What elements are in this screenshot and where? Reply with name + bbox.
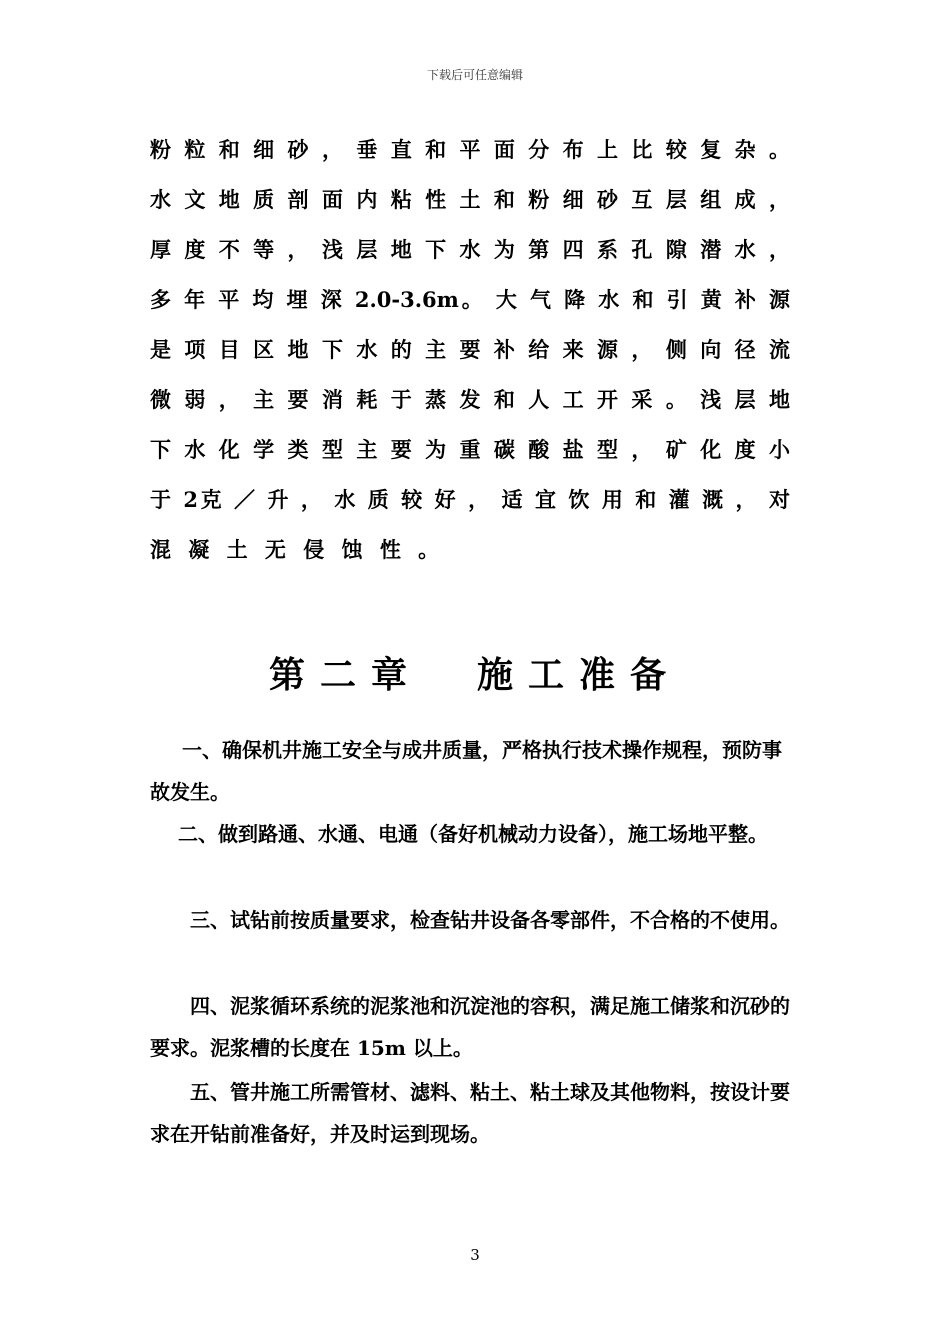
body-line-1: 粉 粒 和 细 砂 ， 垂 直 和 平 面 分 布 上 比 较 复 杂 。 bbox=[150, 137, 790, 162]
body-line-4: 多 年 平 均 埋 深 2.0-3.6m。 大 气 降 水 和 引 黄 补 源 bbox=[150, 287, 790, 312]
item-1: 一、确保机井施工安全与成井质量，严格执行技术操作规程，预防事故发生。 bbox=[150, 738, 782, 804]
body-line-5: 是 项 目 区 地 下 水 的 主 要 补 给 来 源 ， 侧 向 径 流 bbox=[150, 337, 790, 362]
body-line-9: 混 凝 土 无 侵 蚀 性 。 bbox=[150, 537, 445, 562]
body-line-8: 于 2克 ／ 升 ， 水 质 较 好 ， 适 宜 饮 用 和 灌 溉 ， 对 bbox=[150, 487, 790, 512]
page-header: 下载后可任意编辑 bbox=[426, 68, 523, 82]
item-5: 五、管井施工所需管材、滤料、粘土、粘土球及其他物料，按设计要求在开钻前准备好，并及时运到现场。 bbox=[150, 1080, 790, 1146]
page-number: 3 bbox=[470, 1246, 480, 1264]
body-line-7: 下 水 化 学 类 型 主 要 为 重 碳 酸 盐 型 ， 矿 化 度 小 bbox=[150, 437, 790, 462]
body-line-2: 水 文 地 质 剖 面 内 粘 性 土 和 粉 细 砂 互 层 组 成 ， bbox=[150, 187, 790, 212]
item-4: 四、泥浆循环系统的泥浆池和沉淀池的容积，满足施工储浆和沉砂的要求。泥浆槽的长度在 15m 以上。 bbox=[150, 994, 790, 1060]
item-3: 三、试钻前按质量要求，检查钻井设备各零部件，不合格的不使用。 bbox=[190, 908, 790, 932]
body-line-3: 厚 度 不 等 ， 浅 层 地 下 水 为 第 四 系 孔 隙 潜 水 ， bbox=[150, 237, 790, 262]
item-2: 二、做到路通、水通、电通（备好机械动力设备），施工场地平整。 bbox=[178, 822, 768, 846]
body-line-6: 微 弱 ， 主 要 消 耗 于 蒸 发 和 人 工 开 采 。 浅 层 地 bbox=[150, 387, 790, 412]
chapter-title: 第二章 施工准备 bbox=[268, 654, 682, 696]
